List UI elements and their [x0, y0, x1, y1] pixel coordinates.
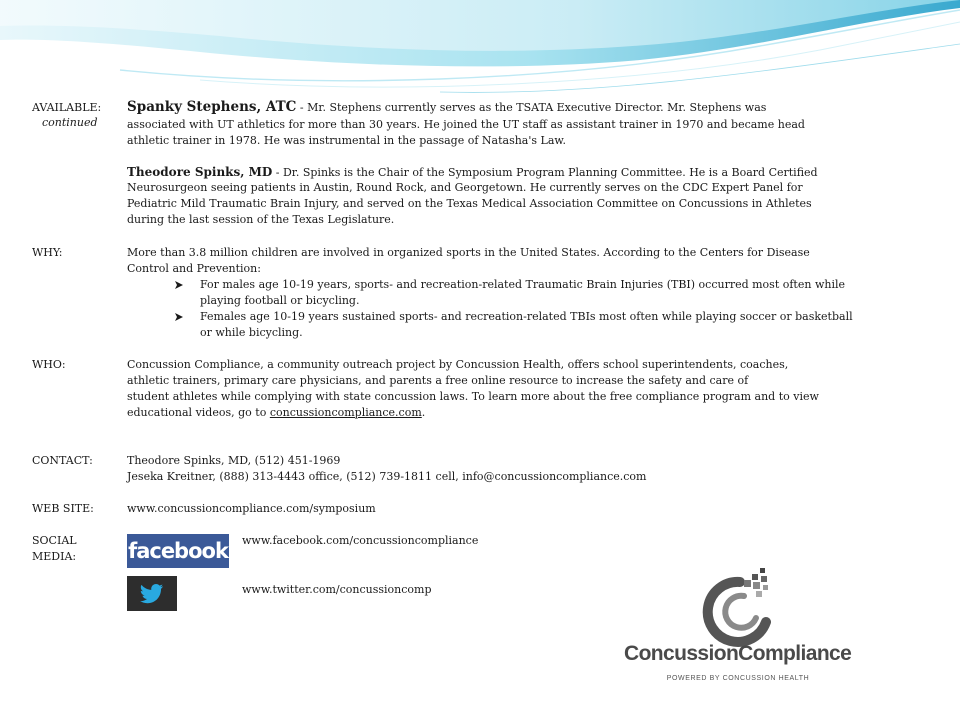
speaker-entry-stephens — [127, 99, 917, 116]
available-label: AVAILABLE: — [32, 101, 102, 114]
twitter-bird-icon[interactable] — [127, 576, 177, 611]
website-label: WEB SITE: — [32, 502, 94, 515]
speaker-name: Theodore Spinks, MD — [127, 165, 273, 179]
speaker-bio-line: during the last session of the Texas Legislature. — [127, 213, 395, 226]
who-text-prefix: educational videos, go to — [127, 406, 270, 419]
facebook-logo-icon[interactable]: facebook — [127, 534, 229, 568]
speaker-bio-line: - Dr. Spinks is the Chair of the Symposium Program Planning Committee. He is a Board Certified — [272, 166, 818, 179]
who-text-line: student athletes while complying with state concussion laws. To learn more about the free compliance program and to view — [127, 390, 819, 403]
bullet-arrow-icon — [174, 309, 184, 327]
why-bullet-females — [174, 309, 919, 341]
bullet-arrow-icon — [174, 277, 184, 295]
who-text-line — [127, 405, 917, 421]
why-text-line: Control and Prevention: — [127, 262, 261, 275]
why-bullet-males — [174, 277, 919, 309]
who-label: WHO: — [32, 358, 66, 371]
why-text-line: More than 3.8 million children are involved in organized sports in the United States. According to the Centers for Disease — [127, 246, 810, 259]
concussion-compliance-logo-icon — [620, 560, 860, 685]
speaker-name: Spanky Stephens, ATC — [127, 99, 297, 115]
logo-tagline: POWERED BY CONCUSSION HEALTH — [666, 675, 810, 682]
why-label: WHY: — [32, 246, 63, 259]
contact-line: Jeseka Kreitner, (888) 313-4443 office, (512) 739-1811 cell, info@concussioncompliance.com — [127, 470, 647, 483]
speaker-bio-line: athletic trainer in 1978. He was instrumental in the passage of Natasha's Law. — [127, 134, 567, 147]
bullet-text: For males age 10-19 years, sports- and recreation-related Traumatic Brain Injuries (TBI) occurred most often while — [200, 278, 845, 291]
bullet-text: playing football or bicycling. — [200, 294, 360, 307]
twitter-url[interactable]: www.twitter.com/concussioncomp — [242, 583, 432, 596]
speaker-bio-line: Neurosurgeon seeing patients in Austin, Round Rock, and Georgetown. He currently serves on the CDC Expert Panel for — [127, 181, 803, 194]
website-url[interactable]: www.concussioncompliance.com/symposium — [127, 502, 376, 515]
speaker-bio-line: Pediatric Mild Traumatic Brain Injury, and served on the Texas Medical Association Committee on Concussions in Athletes — [127, 197, 812, 210]
social-label-line: MEDIA: — [32, 550, 77, 563]
concussioncompliance-link[interactable]: concussioncompliance.com — [269, 406, 422, 419]
logo-wordmark: ConcussionCompliance — [624, 642, 852, 665]
available-sublabel: continued — [42, 116, 98, 129]
social-label-line: SOCIAL — [32, 534, 77, 547]
who-text-line: athletic trainers, primary care physicians, and parents a free online resource to increase the safety and care of — [127, 374, 749, 387]
who-text-line: Concussion Compliance, a community outreach project by Concussion Health, offers school superintendents, coaches, — [127, 358, 789, 371]
who-text-suffix: . — [421, 406, 426, 419]
speaker-bio-line: - Mr. Stephens currently serves as the TSATA Executive Director. Mr. Stephens was — [296, 101, 767, 114]
speaker-entry-spinks — [127, 164, 917, 181]
bullet-text: Females age 10-19 years sustained sports- and recreation-related TBIs most often while playing soccer or basketball — [200, 310, 853, 323]
contact-line: Theodore Spinks, MD, (512) 451-1969 — [127, 454, 341, 467]
speaker-bio-line: associated with UT athletics for more than 30 years. He joined the UT staff as assistant trainer in 1970 and became head — [127, 118, 805, 131]
contact-label: CONTACT: — [32, 454, 93, 467]
bullet-text: or while bicycling. — [200, 326, 303, 339]
facebook-url[interactable]: www.facebook.com/concussioncompliance — [242, 534, 479, 547]
